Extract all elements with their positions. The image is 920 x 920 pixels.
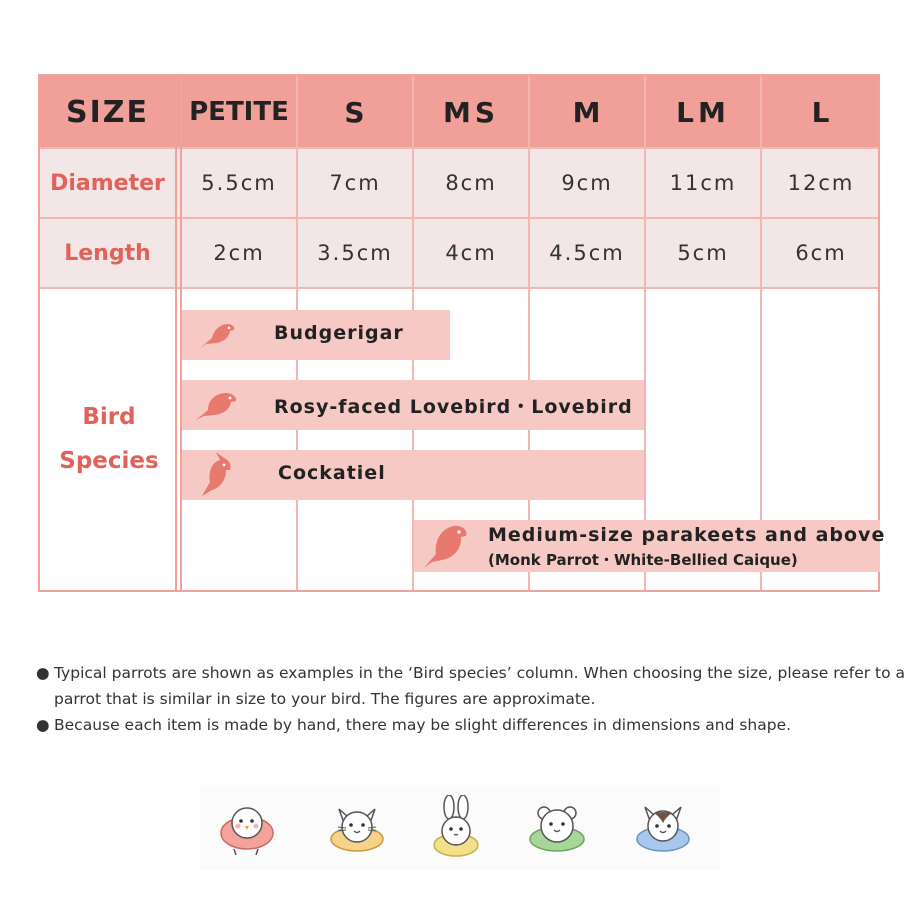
bullet-icon: ● <box>36 664 50 682</box>
bird-icon <box>198 452 234 498</box>
length-label: Length <box>64 240 151 266</box>
diameter-value: 7cm <box>329 171 381 195</box>
notes <box>36 660 906 738</box>
length-value: 2cm <box>213 241 265 265</box>
bird-icon <box>214 795 280 857</box>
species-name: Medium-size parakeets and above <box>488 524 886 546</box>
size-chart <box>38 74 886 592</box>
bird-species-label <box>40 288 178 590</box>
cat-icon <box>324 795 390 857</box>
bird-icon <box>422 522 470 570</box>
header-size-m: M <box>572 95 602 129</box>
species-bar-medium-parakeets <box>414 520 886 572</box>
diameter-value: 5.5cm <box>201 171 277 195</box>
header-size-petite: PETITE <box>189 97 289 127</box>
bird-species-label-line2: Species <box>59 448 159 474</box>
diameter-value: 8cm <box>445 171 497 195</box>
header-size-l: L <box>811 95 831 129</box>
bullet-icon: ● <box>36 716 50 734</box>
length-value: 6cm <box>795 241 847 265</box>
animal-illustrations <box>200 785 720 870</box>
species-name: Cockatiel <box>278 462 386 484</box>
length-value: 3.5cm <box>317 241 393 265</box>
bird-icon <box>198 320 238 350</box>
species-bar-lovebird <box>182 380 644 430</box>
diameter-label: Diameter <box>50 170 165 196</box>
hamster-icon <box>524 795 590 857</box>
species-bar-budgerigar <box>182 310 450 360</box>
length-value: 4cm <box>445 241 497 265</box>
species-name: Budgerigar <box>274 322 404 344</box>
header-size-label: SIZE <box>65 94 149 130</box>
header-size-s: S <box>344 95 366 129</box>
bird-icon <box>194 388 240 422</box>
bird-species-label-line1: Bird <box>82 404 136 430</box>
header-size-lm: LM <box>676 95 730 129</box>
note-text: Because each item is made by hand, there may be slight differences in dimensions and shape. <box>54 716 792 734</box>
diameter-value: 11cm <box>669 171 737 195</box>
note-item <box>36 660 906 712</box>
header-size-ms: MS <box>442 95 500 129</box>
length-value: 4.5cm <box>549 241 625 265</box>
note-text: Typical parrots are shown as examples in the ‘Bird species’ column. When choosing the size, please refer to a parrot that is similar in size to your bird. The figures are approximate. <box>54 664 906 708</box>
species-bar-cockatiel <box>182 450 644 500</box>
species-sub: (Monk Parrot・White-Bellied Caique) <box>488 551 798 569</box>
note-item <box>36 712 906 738</box>
length-value: 5cm <box>677 241 729 265</box>
rabbit-icon <box>428 795 484 861</box>
diameter-value: 12cm <box>787 171 855 195</box>
species-name: Rosy-faced Lovebird・Lovebird <box>274 396 633 418</box>
cat-icon <box>630 795 696 857</box>
diameter-value: 9cm <box>561 171 613 195</box>
